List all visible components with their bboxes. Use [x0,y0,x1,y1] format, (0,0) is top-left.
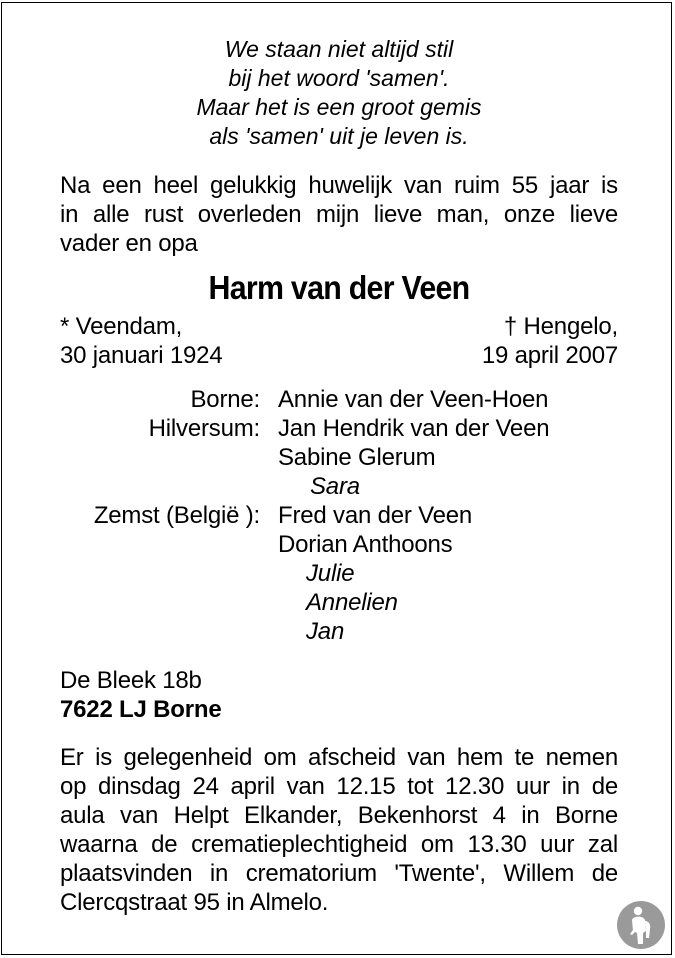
poem-line: als 'samen' uit je leven is. [209,123,469,149]
family-location: Hilversum: [148,415,260,442]
death-date: 19 april 2007 [481,342,618,369]
birth-place: * Veendam, [60,313,183,340]
address-street: De Bleek 18b [60,667,202,694]
notice-line: plaatsvinden in crematorium 'Twente', Willem de [60,860,618,887]
grandchild-name: Julie [306,560,355,587]
family-group [60,414,618,501]
obituary-card [1,2,672,955]
family-names [278,501,472,646]
death-place: † Hengelo, [503,313,618,340]
intro-text [60,171,618,258]
notice-line: waarna de crematieplechtigheid om 13.30 uur zal [60,831,618,858]
birth-date: 30 januari 1924 [60,342,223,369]
grandchild-name: Jan [306,618,345,645]
notice-line: Er is gelegenheid om afscheid van hem te nemen [60,744,618,771]
intro-line: Na een heel gelukkig huwelijk van ruim 55 jaar is [60,172,618,199]
family-group [60,385,618,414]
poem [60,35,618,151]
poem-line: Maar het is een groot gemis [196,94,482,120]
memorial-figure-icon [616,900,666,950]
notice-line: aula van Helpt Elkander, Bekenhorst 4 in Borne [60,802,618,829]
grandchild-name: Sara [310,473,360,500]
deceased-name: Harm van der Veen [208,269,470,306]
family-group [60,501,618,646]
intro-line: vader en opa [60,230,198,257]
family-member: Dorian Anthoons [278,531,453,558]
family-member: Fred van der Veen [278,502,473,529]
family-list [60,385,618,646]
grandchild-name: Annelien [306,589,398,616]
family-names [278,414,549,501]
birth-info [60,312,222,370]
family-location: Borne: [190,386,260,413]
intro-line: in alle rust overleden mijn lieve man, onze lieve [60,201,618,228]
obituary-content [60,33,618,917]
farewell-notice [60,743,618,917]
family-member: Sabine Glerum [278,444,436,471]
birth-death-block [60,312,618,370]
notice-line: Clercqstraat 95 in Almelo. [60,889,329,916]
family-member: Jan Hendrik van der Veen [278,415,550,442]
address-postal-city: 7622 LJ Borne [60,696,222,723]
notice-line: op dinsdag 24 april van 12.15 tot 12.30 uur in de [60,773,618,800]
family-names [278,385,548,414]
family-location: Zemst (België ): [93,502,260,529]
poem-line: bij het woord 'samen'. [228,65,450,91]
poem-line: We staan niet altijd stil [224,36,454,62]
death-info [482,312,618,370]
address-block [60,666,618,724]
family-member: Annie van der Veen-Hoen [278,386,549,413]
